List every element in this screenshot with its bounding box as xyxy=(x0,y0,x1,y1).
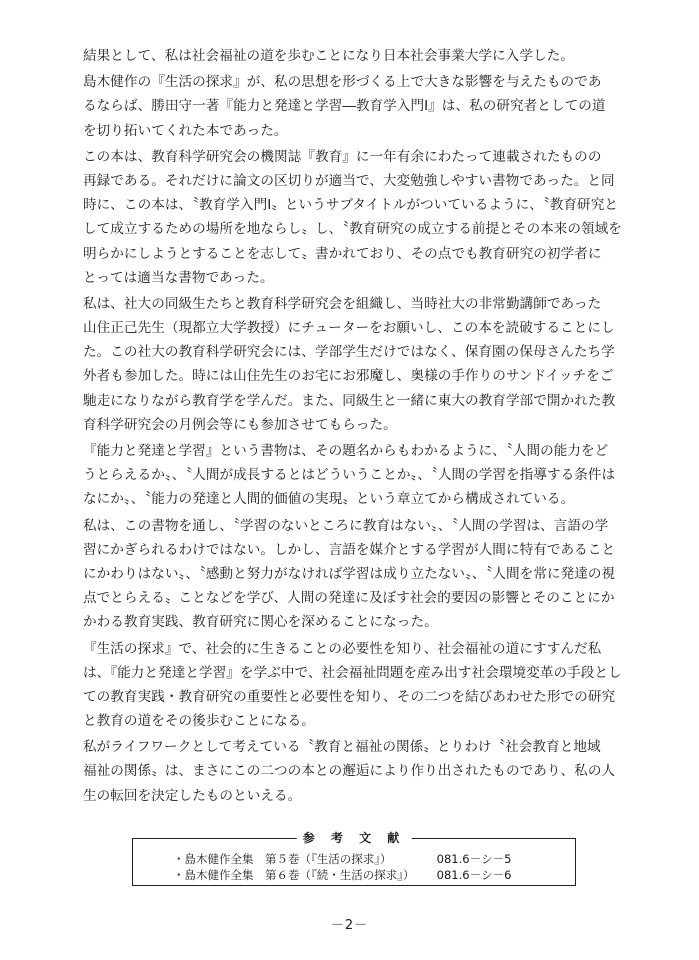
text-line: とっては適当な書物であった。 xyxy=(83,269,274,286)
paragraph xyxy=(83,292,623,437)
text-line: 生の転回を決定したものといえる。 xyxy=(83,787,302,804)
reference-title: ・島木健作全集 第５巻（『生活の探求』） xyxy=(173,852,392,866)
reference-call-number: 081.6－シ－5 xyxy=(436,852,512,866)
reference-title: ・島木健作全集 第６巻（『続・生活の探求』） xyxy=(173,868,415,882)
text-line: 私は、この書物を通し、〝学習のないところに教育はない〟、〝人間の学習は、言語の学 xyxy=(83,517,609,534)
text-line: 『生活の探求』で、社会的に生きることの必要性を知り、社会福祉の道にすすんだ私 xyxy=(83,640,602,657)
text-line: 『能力と発達と学習』という書物は、その題名からもわかるように、〝人間の能力をど xyxy=(83,443,609,459)
text-line: うとらえるか〟、〝人間が成長するとはどういうことか〟、〝人間の学習を指導する条件は xyxy=(83,467,616,484)
paragraph xyxy=(83,514,623,635)
text-line: た。この社大の教育科学研究会には、学部学生だけではなく、保育園の保母さんたち学 xyxy=(83,344,615,361)
text-line: 私は、社大の同級生たちと教育科学研究会を組織し、当時社大の非常勤講師であった xyxy=(83,295,602,312)
text-line: は、『能力と発達と学習』を学ぶ中で、社会福祉問題を産み出す社会環境変革の手段とし xyxy=(83,664,622,681)
paragraph xyxy=(83,735,623,808)
text-line: 育科学研究会の月例会等にも参加させてもらった。 xyxy=(83,416,397,433)
text-line: を切り拓いてくれた本であった。 xyxy=(83,122,288,139)
text-line: かわる教育実践、教育研究に関心を深めることになった。 xyxy=(83,614,438,631)
text-line: 福祉の関係〟は、まさにこの二つの本との邂逅により作り出されたものであり、私の人 xyxy=(83,763,616,780)
text-line: 馳走になりながら教育学を学んだ。また、同級生と一緒に東大の教育学部で開かれた教 xyxy=(83,392,616,409)
text-line: 外者も参加した。時には山住先生のお宅にお邪魔し、奥様の手作りのサンドイッチをご xyxy=(83,368,614,385)
paragraph xyxy=(83,145,623,290)
text-line: なにか〟、〝能力の発達と人間的価値の実現〟という章立てから構成されている。 xyxy=(83,491,575,508)
reference-item xyxy=(173,851,511,867)
paragraph xyxy=(83,439,623,512)
page-number: －2－ xyxy=(330,918,369,933)
reference-item xyxy=(173,867,511,883)
text-line: して成立するための場所を地ならし〟し、〝教育研究の成立する前提とその本来の領域を xyxy=(83,221,622,238)
text-line: と教育の道をその後歩むことになる。 xyxy=(83,713,315,730)
text-line: この本は、教育科学研究会の機関誌『教育』に一年有余にわたって連載されたものの xyxy=(83,148,602,165)
text-line: 結果として、私は社会福祉の道を歩むことになり日本社会事業大学に入学した。 xyxy=(83,48,574,64)
paragraph xyxy=(83,70,623,143)
references-box xyxy=(132,831,576,886)
text-line: 時に、この本は、〝教育学入門Ⅰ〟というサブタイトルがついているように、〝教育研究と xyxy=(83,197,618,214)
reference-call-number: 081.6－シ－6 xyxy=(436,868,512,882)
text-line: にかわりはない〟、〝感動と努力がなければ学習は成り立たない〟、〝人間を常に発達の視 xyxy=(83,565,616,582)
paragraph xyxy=(83,44,623,68)
essay-body xyxy=(83,44,623,810)
text-line: 島木健作の『生活の探求』が、私の思想を形づくる上で大きな影響を与えたものであ xyxy=(83,74,602,91)
references-heading: 参 考 文 献 xyxy=(297,830,412,846)
text-line: 私がライフワークとして考えている〝教育と福祉の関係〟とりわけ〝社会教育と地域 xyxy=(83,739,601,756)
text-line: 再録である。それだけに論文の区切りが適当で、大変勉強しやすい書物であった。と同 xyxy=(83,172,615,189)
text-line: ての教育実践・教育研究の重要性と必要性を知り、その二つを結びあわせた形での研究 xyxy=(83,688,616,705)
text-line: 山住正己先生（現都立大学教授）にチューターをお願いし、この本を読破することにし xyxy=(83,320,615,337)
paragraph xyxy=(83,637,623,734)
text-line: 明らかにしようとすることを志して〟書かれており、その点でも教育研究の初学者に xyxy=(83,245,602,262)
text-line: るならば、勝田守一著『能力と発達と学習―教育学入門Ⅰ』は、私の研究者としての道 xyxy=(83,98,606,115)
text-line: 点でとらえる〟ことなどを学び、人間の発達に及ぼす社会的要因の影響とそのことにか xyxy=(83,590,615,607)
text-line: 習にかぎられるわけではない。しかし、言語を媒介とする学習が人間に特有であること xyxy=(83,541,616,558)
